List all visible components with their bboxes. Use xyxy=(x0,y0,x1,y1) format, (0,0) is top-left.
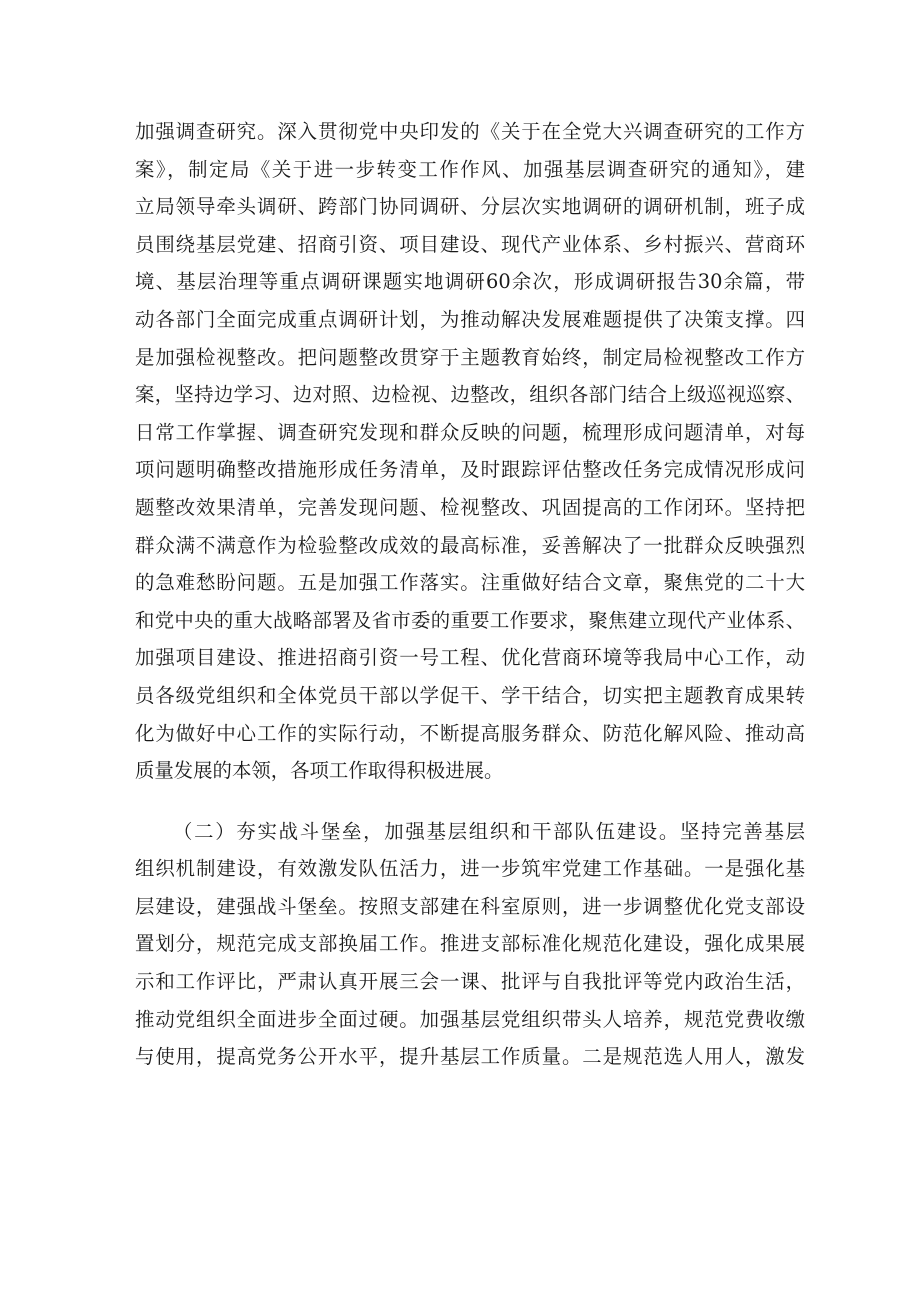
text-line: 置划分，规范完成支部换届工作。推进支部标准化规范化建设，强化成果展 xyxy=(135,932,805,956)
document-body xyxy=(135,113,805,1076)
text-line: 加强调查研究。深入贯彻党中央印发的《关于在全党大兴调查研究的工作方 xyxy=(135,120,805,143)
text-line: 层建设，建强战斗堡垒。按照支部建在科室原则，进一步调整优化党支部设 xyxy=(135,894,805,918)
paragraph-2 xyxy=(135,813,805,1076)
paragraph-1 xyxy=(135,113,805,790)
text-line: 员围绕基层党建、招商引资、项目建设、现代产业体系、乡村振兴、营商环 xyxy=(135,232,805,256)
section-heading-line: （二）夯实战斗堡垒，加强基层组织和干部队伍建设。坚持完善基层 xyxy=(173,819,805,843)
text-line: 案，坚持边学习、边对照、边检视、边整改，组织各部门结合上级巡视巡察、 xyxy=(135,383,805,407)
text-line: 境、基层治理等重点调研课题实地调研60余次，形成调研报告30余篇，带 xyxy=(135,270,805,294)
text-line: 组织机制建设，有效激发队伍活力，进一步筑牢党建工作基础。一是强化基 xyxy=(135,857,805,881)
text-line: 加强项目建设、推进招商引资一号工程、优化营商环境等我局中心工作，动 xyxy=(135,646,805,670)
text-line: 和党中央的重大战略部署及省市委的重要工作要求，聚焦建立现代产业体系、 xyxy=(135,608,805,632)
text-line: 员各级党组织和全体党员干部以学促干、学干结合，切实把主题教育成果转 xyxy=(135,683,805,707)
text-line: 推动党组织全面进步全面过硬。加强基层党组织带头人培养，规范党费收缴 xyxy=(135,1007,805,1031)
text-line: 项问题明确整改措施形成任务清单，及时跟踪评估整改任务完成情况形成问 xyxy=(135,458,805,482)
text-line: 的急难愁盼问题。五是加强工作落实。注重做好结合文章，聚焦党的二十大 xyxy=(135,571,805,595)
text-line: 案》，制定局《关于进一步转变工作作风、加强基层调查研究的通知》，建 xyxy=(135,157,805,181)
text-line: 质量发展的本领，各项工作取得积极进展。 xyxy=(135,759,504,783)
text-line: 是加强检视整改。把问题整改贯穿于主题教育始终，制定局检视整改工作方 xyxy=(135,345,805,369)
text-line: 与使用，提高党务公开水平，提升基层工作质量。二是规范选人用人，激发 xyxy=(135,1045,805,1069)
text-line: 日常工作掌握、调查研究发现和群众反映的问题，梳理形成问题清单，对每 xyxy=(135,420,805,444)
text-line: 立局领导牵头调研、跨部门协同调研、分层次实地调研的调研机制，班子成 xyxy=(135,195,805,219)
text-line: 题整改效果清单，完善发现问题、检视整改、巩固提高的工作闭环。坚持把 xyxy=(135,495,805,519)
paragraph-gap xyxy=(135,790,805,813)
text-line: 群众满不满意作为检验整改成效的最高标准，妥善解决了一批群众反映强烈 xyxy=(135,533,805,557)
text-line: 化为做好中心工作的实际行动，不断提高服务群众、防范化解风险、推动高 xyxy=(135,721,805,745)
text-line: 示和工作评比，严肃认真开展三会一课、批评与自我批评等党内政治生活， xyxy=(135,970,805,994)
text-line: 动各部门全面完成重点调研计划，为推动解决发展难题提供了决策支撑。四 xyxy=(135,307,805,331)
